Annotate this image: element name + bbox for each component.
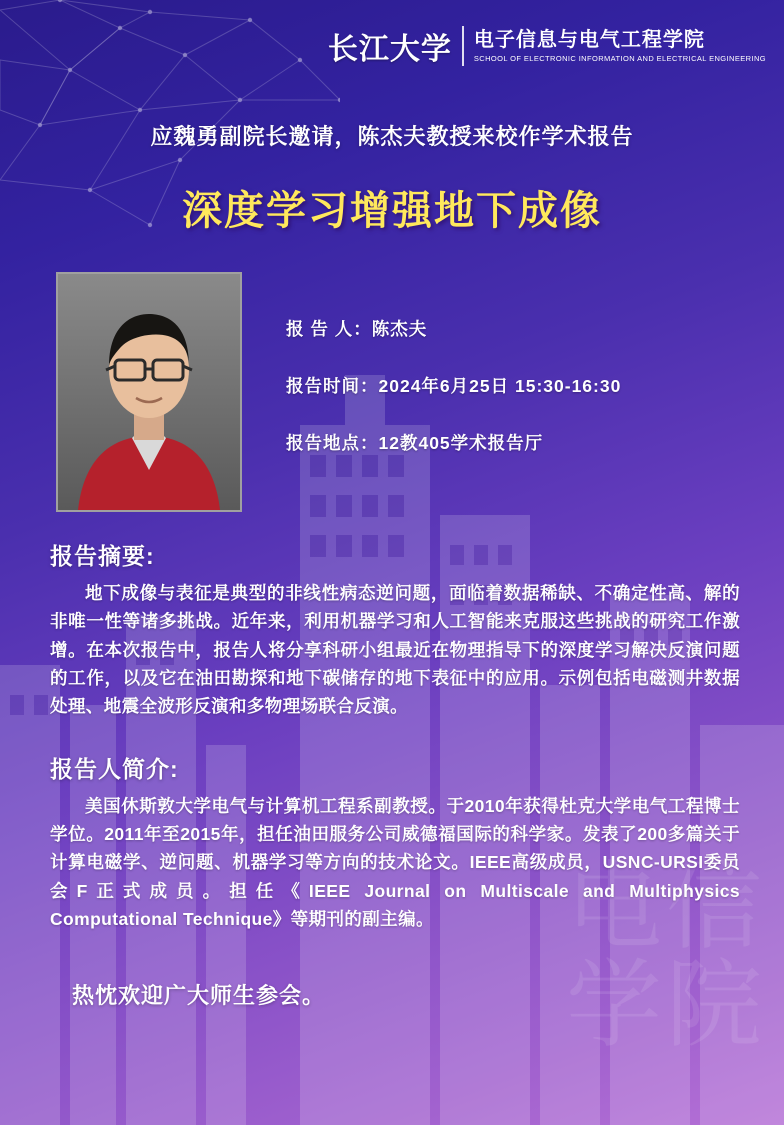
school-name-en: SCHOOL OF ELECTRONIC INFORMATION AND ELECTRICAL ENGINEERING bbox=[473, 53, 766, 63]
bio-section bbox=[0, 751, 784, 934]
meta-place: 报告地点：12教405学术报告厅 bbox=[286, 433, 544, 453]
abstract-heading: 报告摘要: bbox=[50, 543, 155, 569]
abstract-body: 地下成像与表征是典型的非线性病态逆问题，面临着数据稀缺、不确定性高、解的非唯一性等诸多挑战。近年来，利用机器学习和人工智能来克服这些挑战的研究工作激增。在本次报告中，报告人将分享科研小组最近在物理指导下的深度学习解决反演问题的工作，以及它在油田勘探和地下碳储存的地下表征中的应用。示例包括电磁测井数据处理、地震全波形反演和多物理场联合反演。 bbox=[50, 583, 740, 717]
invitation-line: 应魏勇副院长邀请，陈杰夫教授来校作学术报告 bbox=[150, 124, 634, 149]
page-title: 深度学习增强地下成像 bbox=[182, 189, 602, 233]
university-logo bbox=[328, 24, 766, 68]
welcome-line: 热忱欢迎广大师生参会。 bbox=[72, 983, 326, 1009]
meta-speaker: 报 告 人：陈杰夫 bbox=[286, 319, 428, 339]
bio-heading: 报告人简介: bbox=[50, 755, 179, 782]
abstract-section bbox=[0, 538, 784, 721]
speaker-meta bbox=[286, 272, 621, 512]
meta-time: 报告时间：2024年6月25日 15:30-16:30 bbox=[286, 376, 622, 396]
school-name-cn: 电子信息与电气工程学院 bbox=[473, 28, 705, 51]
university-name-cn: 长江大学 bbox=[327, 32, 452, 67]
portrait-image bbox=[58, 274, 240, 510]
ghost-watermark-text: 电信 学院 bbox=[566, 851, 766, 1062]
speaker-portrait bbox=[56, 272, 242, 512]
poster-header bbox=[0, 0, 784, 92]
speaker-block bbox=[0, 272, 784, 512]
logo-divider bbox=[462, 26, 464, 66]
school-name-block bbox=[474, 28, 766, 65]
bio-body: 美国休斯敦大学电气与计算机工程系副教授。于2010年获得杜克大学电气工程博士学位。2011年至2015年，担任油田服务公司威德福国际的科学家。发表了200多篇关于计算电磁学、逆问题、机器学习等方向的技术论文。IEEE高级成员，USNC-URSI委员会F正式成员。担任《IEEE Journal on Multiscale and Multiphysics Computational Technique》等期刊的副主编。 bbox=[50, 795, 740, 930]
